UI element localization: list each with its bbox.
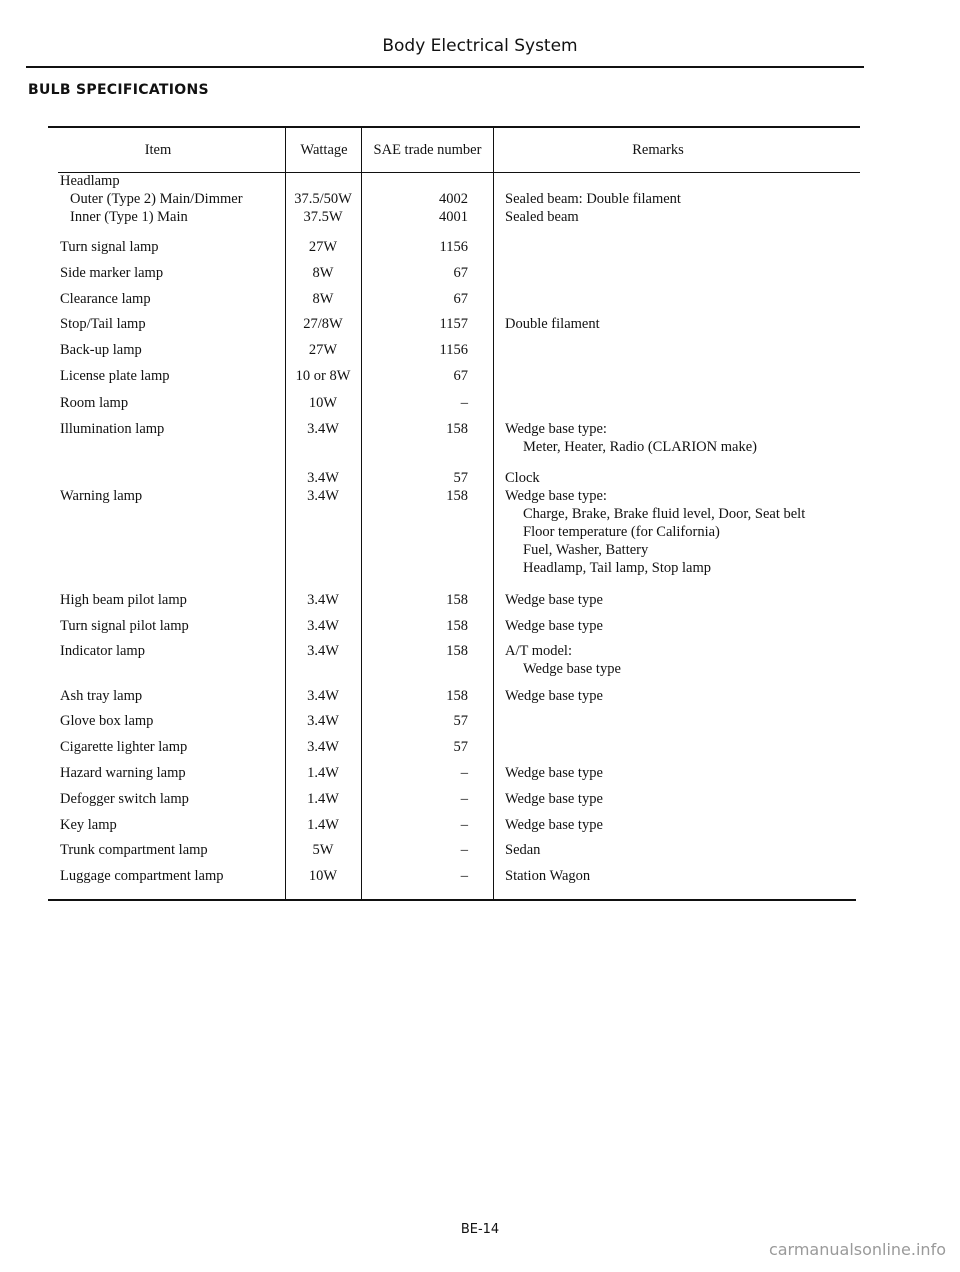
item-cell (60, 238, 288, 256)
sae-cell (408, 290, 468, 308)
item-cell-line: Clearance lamp (60, 291, 151, 307)
item-cell-line: License plate lamp (60, 368, 170, 384)
wattage-cell (284, 764, 362, 782)
remarks-cell (505, 172, 855, 226)
sae-cell-line: – (460, 868, 468, 884)
item-cell-line: Key lamp (60, 817, 117, 833)
wattage-cell-line: 8W (312, 291, 334, 307)
remarks-cell-line: Wedge base type (505, 817, 603, 833)
sae-cell-line: – (460, 791, 468, 807)
wattage-cell-line: 10W (308, 868, 338, 884)
sae-cell-line: 4002 (439, 191, 468, 207)
item-cell (60, 591, 288, 609)
remarks-cell (505, 687, 855, 705)
item-cell (60, 712, 288, 730)
remarks-cell-line: Wedge base type (505, 592, 603, 608)
remarks-cell-line: Sealed beam: Double filament (505, 191, 681, 207)
remarks-cell-line (505, 172, 855, 190)
wattage-cell-line: 3.4W (307, 592, 339, 608)
sae-cell-line: 1156 (439, 239, 468, 255)
wattage-cell-line: 8W (312, 265, 334, 281)
wattage-cell-line: 3.4W (307, 421, 339, 437)
sae-cell (408, 591, 468, 609)
header-item: Item (144, 142, 172, 158)
sae-cell (408, 841, 468, 859)
section-title: BULB SPECIFICATIONS (28, 82, 209, 98)
sae-cell-line: 67 (453, 265, 468, 281)
item-cell (60, 642, 288, 660)
wattage-cell-line (284, 172, 362, 190)
remarks-cell (505, 841, 855, 859)
remarks-cell (505, 591, 855, 609)
sae-cell-line: 4001 (439, 209, 468, 225)
remarks-cell-line: Double filament (505, 316, 600, 332)
remarks-cell (505, 420, 855, 456)
page-header: Body Electrical System (382, 36, 578, 56)
item-cell (60, 841, 288, 859)
wattage-cell (284, 238, 362, 256)
item-cell (60, 264, 288, 282)
item-cell-line: Trunk compartment lamp (60, 842, 208, 858)
wattage-cell-line: 1.4W (307, 817, 339, 833)
sae-cell (408, 264, 468, 282)
sae-cell-line: – (460, 395, 468, 411)
remarks-cell-line: Sedan (505, 842, 541, 858)
remarks-cell-line: Wedge base type (505, 765, 603, 781)
wattage-cell-line: 3.4W (307, 739, 339, 755)
sae-cell-line: 158 (446, 592, 468, 608)
sae-cell (408, 341, 468, 359)
sae-cell (408, 642, 468, 660)
item-cell-line: Turn signal lamp (60, 239, 159, 255)
sae-cell (408, 867, 468, 885)
sae-cell-line: – (460, 817, 468, 833)
sae-cell (408, 367, 468, 385)
wattage-cell (284, 617, 362, 635)
item-cell-line: Headlamp (60, 173, 120, 189)
sae-cell-line: 57 (453, 470, 468, 486)
sae-cell-line (408, 172, 468, 190)
wattage-cell (284, 420, 362, 438)
header-wattage: Wattage (300, 142, 348, 158)
item-cell-line: Cigarette lighter lamp (60, 739, 188, 755)
item-cell (60, 617, 288, 635)
sae-cell-line: 57 (453, 739, 468, 755)
sae-cell-line: 158 (446, 421, 468, 437)
wattage-cell (284, 591, 362, 609)
sae-cell (408, 315, 468, 333)
wattage-cell (284, 469, 362, 505)
remarks-cell-line: Clock (505, 470, 540, 486)
item-cell (60, 341, 288, 359)
item-cell-line: Outer (Type 2) Main/Dimmer (70, 191, 243, 207)
remarks-cell-line: Wedge base type (505, 618, 603, 634)
sae-cell-line: – (460, 842, 468, 858)
sae-cell (408, 790, 468, 808)
remarks-cell-line: Fuel, Washer, Battery (523, 542, 649, 558)
wattage-cell (284, 867, 362, 885)
wattage-cell-line: 3.4W (307, 713, 339, 729)
item-cell-line: Back-up lamp (60, 342, 142, 358)
item-cell (60, 420, 288, 438)
item-cell (60, 764, 288, 782)
remarks-cell (505, 469, 855, 577)
remarks-cell-line: Meter, Heater, Radio (CLARION make) (523, 439, 757, 455)
item-cell-line: Hazard warning lamp (60, 765, 186, 781)
wattage-cell-line: 3.4W (307, 643, 339, 659)
wattage-cell-line: 10W (308, 395, 338, 411)
sae-cell (408, 469, 468, 505)
remarks-cell (505, 867, 855, 885)
item-cell (60, 394, 288, 412)
item-cell-line: Illumination lamp (60, 421, 165, 437)
sae-cell (408, 420, 468, 438)
item-cell-line: Inner (Type 1) Main (70, 209, 188, 225)
wattage-cell-line: 3.4W (307, 688, 339, 704)
item-cell-line: Ash tray lamp (60, 688, 143, 704)
sae-cell-line: 158 (446, 488, 468, 504)
item-cell-line: High beam pilot lamp (60, 592, 187, 608)
sae-cell (408, 816, 468, 834)
page-number: BE-14 (460, 1222, 500, 1237)
wattage-cell-line: 37.5/50W (294, 191, 352, 207)
sae-cell-line: 1156 (439, 342, 468, 358)
column-divider (493, 127, 494, 899)
remarks-cell-line: Sealed beam (505, 209, 579, 225)
item-cell (60, 290, 288, 308)
sae-cell (408, 687, 468, 705)
remarks-cell-line: Wedge base type: (505, 488, 607, 504)
item-cell-line: Glove box lamp (60, 713, 154, 729)
wattage-cell (284, 642, 362, 660)
item-cell-line: Defogger switch lamp (60, 791, 189, 807)
remarks-cell-line: Station Wagon (505, 868, 591, 884)
wattage-cell (284, 264, 362, 282)
item-cell-line: Indicator lamp (60, 643, 145, 659)
sae-cell (408, 172, 468, 226)
wattage-cell-line: 3.4W (307, 488, 339, 504)
wattage-cell (284, 315, 362, 333)
item-cell (60, 367, 288, 385)
remarks-cell (505, 790, 855, 808)
remarks-cell-line: Wedge base type: (505, 421, 607, 437)
remarks-cell (505, 315, 855, 333)
sae-cell (408, 238, 468, 256)
header-remarks: Remarks (632, 142, 684, 158)
remarks-cell (505, 642, 855, 678)
header-sae: SAE trade number (373, 142, 482, 158)
item-cell-line: Luggage compartment lamp (60, 868, 224, 884)
item-cell (60, 738, 288, 756)
remarks-cell-line: Floor temperature (for California) (523, 524, 720, 540)
table-top-rule (48, 126, 860, 128)
sae-cell (408, 764, 468, 782)
wattage-cell (284, 394, 362, 412)
wattage-cell (284, 290, 362, 308)
remarks-cell-line: Headlamp, Tail lamp, Stop lamp (523, 560, 711, 576)
item-cell (60, 790, 288, 808)
wattage-cell (284, 172, 362, 226)
item-cell-line (60, 469, 288, 487)
wattage-cell-line: 27W (308, 239, 338, 255)
sae-cell (408, 617, 468, 635)
item-cell-line: Warning lamp (60, 488, 143, 504)
sae-cell (408, 712, 468, 730)
remarks-cell (505, 764, 855, 782)
wattage-cell-line: 27/8W (303, 316, 343, 332)
remarks-cell-line: Charge, Brake, Brake fluid level, Door, Seat belt (523, 506, 806, 522)
item-cell-line: Stop/Tail lamp (60, 316, 146, 332)
wattage-cell-line: 3.4W (307, 618, 339, 634)
watermark: carmanualsonline.info (768, 1240, 946, 1259)
remarks-cell-line: Wedge base type (505, 791, 603, 807)
sae-cell-line: 67 (453, 368, 468, 384)
remarks-cell (505, 617, 855, 635)
item-cell-line: Side marker lamp (60, 265, 164, 281)
sae-cell-line: – (460, 765, 468, 781)
header-rule (26, 66, 864, 68)
item-cell (60, 687, 288, 705)
remarks-cell-line: A/T model: (505, 643, 572, 659)
item-cell-line: Room lamp (60, 395, 129, 411)
remarks-cell-line: Wedge base type (523, 661, 621, 677)
item-cell (60, 469, 288, 505)
wattage-cell-line: 27W (308, 342, 338, 358)
wattage-cell-line: 1.4W (307, 765, 339, 781)
wattage-cell (284, 790, 362, 808)
wattage-cell-line: 3.4W (307, 470, 339, 486)
wattage-cell (284, 816, 362, 834)
sae-cell-line: 1157 (439, 316, 468, 332)
item-cell (60, 315, 288, 333)
wattage-cell (284, 738, 362, 756)
wattage-cell-line: 37.5W (303, 209, 343, 225)
item-cell-line: Turn signal pilot lamp (60, 618, 189, 634)
wattage-cell-line: 5W (312, 842, 334, 858)
wattage-cell (284, 687, 362, 705)
wattage-cell (284, 712, 362, 730)
item-cell (60, 867, 288, 885)
item-cell (60, 816, 288, 834)
sae-cell-line: 158 (446, 618, 468, 634)
sae-cell (408, 394, 468, 412)
sae-cell-line: 57 (453, 713, 468, 729)
wattage-cell (284, 841, 362, 859)
sae-cell-line: 67 (453, 291, 468, 307)
wattage-cell (284, 341, 362, 359)
wattage-cell-line: 1.4W (307, 791, 339, 807)
item-cell (60, 172, 288, 226)
wattage-cell-line: 10 or 8W (295, 368, 351, 384)
table-bottom-rule (48, 899, 856, 901)
sae-cell (408, 738, 468, 756)
remarks-cell (505, 816, 855, 834)
wattage-cell (284, 367, 362, 385)
sae-cell-line: 158 (446, 688, 468, 704)
remarks-cell-line: Wedge base type (505, 688, 603, 704)
sae-cell-line: 158 (446, 643, 468, 659)
